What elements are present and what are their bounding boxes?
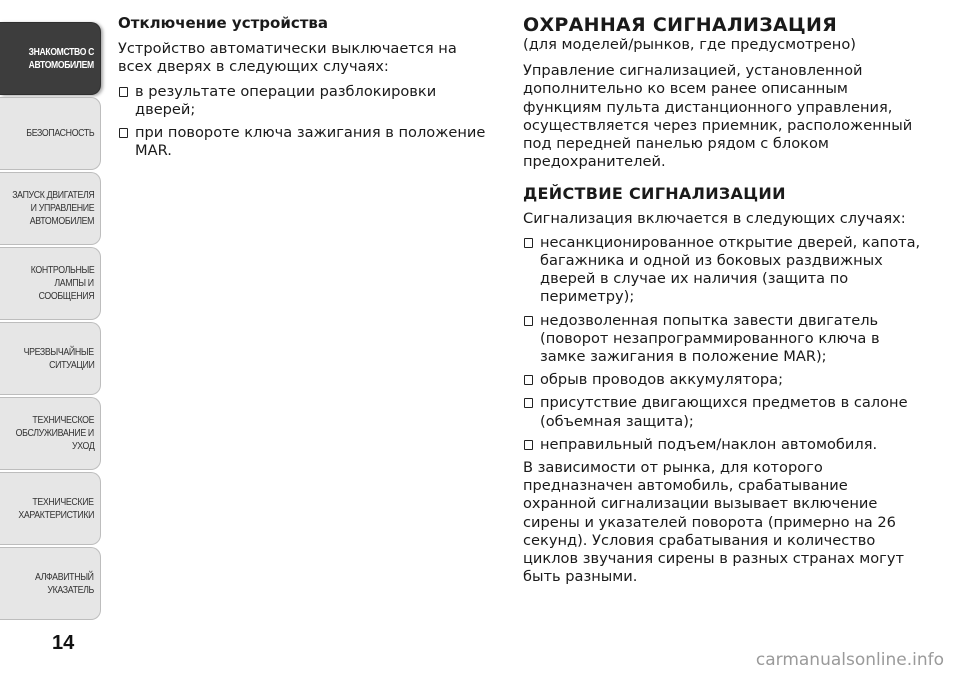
tab-maintenance[interactable] [0, 397, 101, 470]
tab-specifications[interactable] [0, 472, 101, 545]
list-item-text: при повороте ключа зажигания в положение MAR. [135, 124, 486, 160]
tab-safety[interactable] [0, 97, 101, 170]
tab-label-line: ЧРЕЗВЫЧАЙНЫЕ [23, 346, 94, 358]
list-item [523, 394, 925, 430]
tab-label-line: АЛФАВИТНЫЙ [35, 571, 94, 583]
chapter-tabs [0, 22, 101, 622]
tab-label-line: СИТУАЦИИ [48, 359, 94, 371]
tab-label-line: ЗНАКОМСТВО С [28, 46, 94, 58]
tab-label-line: ЛАМПЫ И [54, 278, 94, 289]
tab-label-line: КОНТРОЛЬНЫЕ [30, 265, 94, 276]
checkbox-bullet-icon [524, 375, 533, 385]
tab-emergencies[interactable] [0, 322, 101, 395]
tab-index[interactable] [0, 547, 101, 620]
list-item [523, 436, 925, 454]
tab-label-line: УХОД [71, 441, 94, 452]
tab-starting-driving[interactable] [0, 172, 101, 245]
tab-label-line: ЗАПУСК ДВИГАТЕЛЯ [11, 190, 94, 201]
page-title: ОХРАННАЯ СИГНАЛИЗАЦИЯ [523, 14, 838, 36]
tab-label-line: ТЕХНИЧЕСКИЕ [32, 496, 94, 508]
checkbox-bullet-icon [524, 398, 533, 408]
paragraph: Управление сигнализацией, установленной дополнительно ко всем ранее описанным функциям пульта дистанционного управления, осуществляется через приемник, расположенный под передней панелью рядом с блоком предохранителей. [523, 62, 913, 171]
tab-label-line: И УПРАВЛЕНИЕ [30, 203, 94, 214]
bullet-list [523, 234, 925, 454]
tab-label-line: ХАРАКТЕРИСТИКИ [18, 509, 94, 521]
section-heading-alarm-action: ДЕЙСТВИЕ СИГНАЛИЗАЦИИ [523, 184, 786, 204]
list-item-text: обрыв проводов аккумулятора; [540, 371, 783, 389]
tab-about-vehicle[interactable] [0, 22, 101, 95]
page-number: 14 [52, 632, 75, 654]
watermark: carmanualsonline.info [755, 650, 944, 670]
title-note: (для моделей/рынков, где предусмотрено) [523, 36, 856, 53]
paragraph: В зависимости от рынка, для которого предназначен автомобиль, срабатывание охранной сигнализации вызывает включение сирены и указателей поворота (примерно на 26 секунд). Условия срабатывания и количество циклов звучания сирены в разных странах могут быть разными. [523, 459, 904, 586]
list-item-text: несанкционированное открытие дверей, капота, багажника и одной из боковых раздвижных дверей в случае их наличия (защита по периметру); [540, 233, 921, 306]
list-item-text: в результате операции разблокировки дверей; [135, 82, 437, 118]
checkbox-bullet-icon [119, 87, 128, 97]
checkbox-bullet-icon [524, 316, 533, 326]
list-item [523, 312, 925, 367]
tab-label-line: ТЕХНИЧЕСКОЕ [32, 415, 94, 426]
tab-label-line: СООБЩЕНИЯ [38, 291, 94, 302]
paragraph: Сигнализация включается в следующих случаях: [523, 209, 906, 227]
tab-warning-lights[interactable] [0, 247, 101, 320]
tab-label-line: ОБСЛУЖИВАНИЕ И [15, 428, 94, 439]
list-item-text: неправильный подъем/наклон автомобиля. [540, 435, 878, 453]
list-item [523, 371, 925, 389]
bullet-list [118, 83, 490, 161]
checkbox-bullet-icon [524, 440, 533, 450]
list-item [523, 234, 925, 307]
list-item-text: присутствие двигающихся предметов в салоне (объемная защита); [540, 394, 908, 430]
paragraph: Устройство автоматически выключается на всех дверях в следующих случаях: [118, 40, 457, 76]
list-item [118, 124, 490, 160]
tab-label-line: АВТОМОБИЛЕМ [29, 216, 94, 227]
list-item [118, 83, 490, 119]
tab-label-line: УКАЗАТЕЛЬ [47, 584, 94, 596]
section-heading-device-off: Отключение устройства [118, 14, 329, 32]
right-column [523, 14, 925, 592]
tab-label-line: АВТОМОБИЛЕМ [28, 59, 94, 71]
tab-label-line: БЕЗОПАСНОСТЬ [25, 128, 94, 139]
checkbox-bullet-icon [524, 238, 533, 248]
left-column [118, 14, 490, 165]
checkbox-bullet-icon [119, 128, 128, 138]
list-item-text: недозволенная попытка завести двигатель (поворот незапрограммированного ключа в замке зажигания в положение MAR); [540, 311, 880, 366]
